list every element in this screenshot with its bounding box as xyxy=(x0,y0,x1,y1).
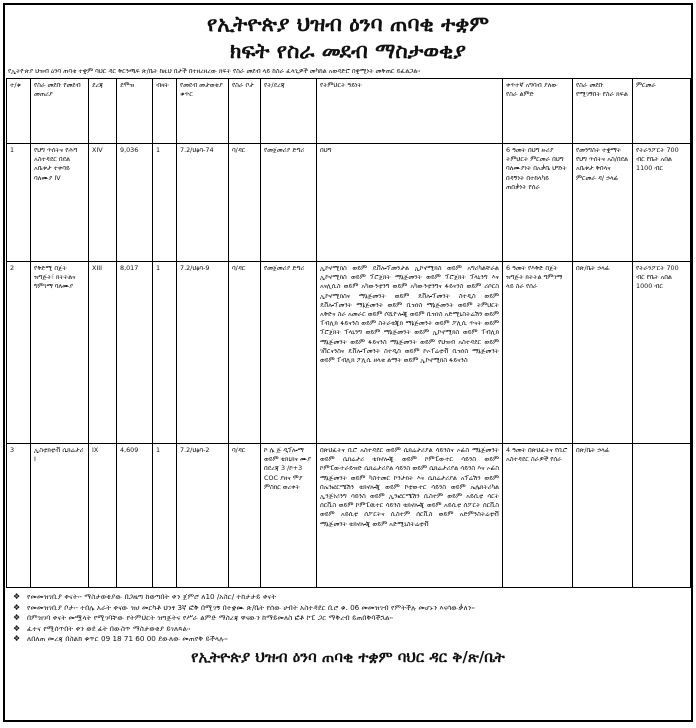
position-title: የህግ ጥሰትና የሕግ አስተዳደር በደል አቤቱታ ተቀባይ ባለሙያ IV xyxy=(31,144,89,262)
job-id: 7.2/ህፅባ-2 xyxy=(177,444,229,588)
work-unit: የመንግስት ተቋማት የህግ ጥሰትና አስ/በደል አቤቱታ ቅበላና ምርመራ ዳ/ ኃላፊ xyxy=(573,144,633,262)
note-exam-date: ❖ ፈተና የሚሰጥበት ቀን ወደ ፊት በውስጥ ማስታወቂያ ይገለጻል፡፡ xyxy=(27,624,683,635)
salary: 9,036 xyxy=(117,144,153,262)
position-title: ኢስቲክቲቭ ሴክሬታሪ I xyxy=(31,444,89,588)
quantity: 1 xyxy=(153,144,177,262)
field-of-study: በጽህፈትና ቢሮ አስተዳደር ወይም ሴክሬታሪያል ሳይንስና ኦፊስ ማኔጅመንት ወይም ሴክሬታሪ ቴክኖሎጂ ወይም ኮምፒውተር ሳይንስ ወይም ኮምፒውተራይዝድ ሴክሬታሪያል ሳይንስ ወይም ሴክሬታሪያል ሳይንስ እና ኦፊስ ማኔጅመንት ወይም ካስተመር ኮንታክት እና ሴክሬታሪያል አፕሬሽን ወይም በኤንፎርሜሽን ቴክኖሎጂ ወይም ኮቲውተር ሳይንስ ወይም ኤሌክትሪካል ኢንጅነሪንግ ሳይንስ ወይም ኢንፎርሜሽን ሲስተም ወይም አይሲቲ ሳርት ሰርቪስ ወይም ኮምፒዉተር ሳይንስ ቴክኖሎጂ ወይም አይሲቲ ሰፖርት ሰርቪስ ወይም አይሲቲ ሰፖርትና ሲስተም ሰርቪስ ወይም አድምንስትሬቲቭ ማኔጅመንት ቴክኖሎጂ ወይም አድሚኒስትሬቲቭ xyxy=(317,444,503,588)
experience: 6 ዓመት በህግ ዙሪያ ትምህርት ምርመራ በህግ ባለሙያነት በአቃቤ ህግነት በዳኝነት በተከላካይ ጠበቃነት የሰራ xyxy=(503,144,573,262)
column-header: የስራ መደቡ የመደብ መጠሪያ xyxy=(31,79,89,144)
job-id: 7.2/ህፅባ-9 xyxy=(177,262,229,444)
footer-signature: የኢትዮጵያ ህዝብ ዕንባ ጠባቂ ተቋም ባህር ዳር ቅ/ጽ/ቤት xyxy=(191,647,505,666)
column-header: የት/ደረጃ xyxy=(261,79,317,144)
table-header-row xyxy=(7,79,691,144)
grade: XIV xyxy=(89,144,117,262)
experience: 4 ዓመት በጽህፈትና የቢሮ አስተዳደር ስራዎች የሰራ xyxy=(503,444,573,588)
quantity: 1 xyxy=(153,262,177,444)
job-id: 7.2/ህፅባ-74 xyxy=(177,144,229,262)
education-level: የመጀመሪያ ድግሪ xyxy=(261,262,317,444)
work-unit: በጽ/ቤት ኃላፊ xyxy=(573,262,633,444)
table-row xyxy=(7,444,691,588)
organization-title: የኢትዮጵያ ህዝብ ዕንባ ጠባቂ ተቋም xyxy=(207,11,489,36)
column-header: ቀጥተኛ አግባብ ያለው የስራ ልምድ xyxy=(503,79,573,144)
column-header: የመደብ መታወቂያ ቁጥር xyxy=(177,79,229,144)
work-unit: በጽ/ቤት ኃላፊ xyxy=(573,444,633,588)
field-of-study: ኢኮኖሚክስ ወይም ዴቨሎፕመንታል ኢኮኖሚክስ ወይም አግሪካልቸራል ኢኮኖሚክስ ወይም ፕሮጀክት ማኔጅመንት ወይም ፕሮጀክት ፕላኒንግ እና አናሊሲስ ወይም አካውንቲንግ ወይም አካውንቲንግና ፋይናንስ ወይም ሪሶርስ ኢኮኖሚክስና ማኔጅመንት ወይም ዴቨሎፕመንት ስተዲስ ወይም ዴቨሎፕመንት ማኔጅመንት ወይም ቢዝነስ ማኔጅመንት ወይም ትምህርት አቅድና ስራ አመራር ወይም ሶሺዮሎጂ ወይም ቢዝነስ አድሚኒስትሬሽን ወይም ፐብሊክ ፋይናንስ ወይም ስትራቴጂክ ማኔጅመንት ወይም ፖሊሲ ጥናት ወይም ፕሮጀክት ፕላኒንግ ወይም ማኔጅመንት ወይም ኢኮኖሚክስ ወይም ፐብሊክ ማኔጅመንት ወይም ፋይናንስ ማኔጅመንት ወይም የህዝብ አስተዳደር ወይም ገቨርናንስና ዴቨሎፕመንት ስተዲስ ወይም ኮኦፐሬቲቭ ቢዝነስ ማኔጅመንት ወይም ፐብሊክ ፖሊሲ ዘላቂ ልማት ወይም ኢኮኖሚክስ ፋይናንስ xyxy=(317,262,503,444)
row-number: 2 xyxy=(7,262,31,444)
remark: የትራንፖርት 700 ብር የቤት አበል 1000 ብር xyxy=(633,262,691,444)
work-place: ባ/ዳር xyxy=(229,144,261,262)
field-of-study: በህግ xyxy=(317,144,503,262)
experience: 6 ዓመት የእቅድ በጀት ዝግጅት ክትትል ግምገማ ላይ ስራ የሰራ xyxy=(503,262,573,444)
grade: XIII xyxy=(89,262,117,444)
column-header: ደረጃ xyxy=(89,79,117,144)
note-contact-phone: ❖ ለበለጠ መረጃ በስልክ ቁጥር 09 18 71 60 00 ደውለው መጠየቅ ይችላሉ፡፡ xyxy=(27,634,683,645)
column-header: የስራ ቦታ xyxy=(229,79,261,144)
column-header: የስራ መደቡ የሚገኝበት የስራ ክፍል xyxy=(573,79,633,144)
remark: የትራንፖርት 700 ብር የቤት አበል 1100 ብር xyxy=(633,144,691,262)
column-header: ብዛት xyxy=(153,79,177,144)
row-number: 1 xyxy=(7,144,31,262)
quantity: 1 xyxy=(153,444,177,588)
column-header: ምርመራ xyxy=(633,79,691,144)
remark xyxy=(633,444,691,588)
education-level: ኮ ሌ ጅ ዲፕሎማ ወይም ቴክኒክና ሙያ በደረጃ 3 /ኮ+3 COC ያዘና ሞያ ምስክር ወረቀት xyxy=(261,444,317,588)
work-place: ባ/ዳር xyxy=(229,444,261,588)
position-title: የቅድሚ በጀት ዝግጅት፣ ክትትልና ግምገማ ባለሙያ xyxy=(31,262,89,444)
vacancy-table xyxy=(6,78,691,588)
education-level: የመጀመሪያ ድግሪ xyxy=(261,144,317,262)
row-number: 3 xyxy=(7,444,31,588)
announcement-title: ክፍት የስራ መደብ ማስታወቂያ xyxy=(230,38,466,63)
salary: 8,017 xyxy=(117,262,153,444)
intro-text: የኢትዮጵያ ህዝብ ዕንባ ጠባቂ ተቋም ባህር ዳር ቅርንጫፍ ጽ/ቤት ከዚህ በታች በተዘረዘረው ክፍት የስራ መደብ ላይ ከስራ ፈላጊዎች መካከል አወዳድሮ በቋሚነት መቅጠር ይፈልጋል፡፡ xyxy=(8,67,421,75)
work-place: ባ/ዳር xyxy=(229,262,261,444)
note-registration-place: ❖ የመመዝገቢያ ቦታ፡- ተበሌ አራት ቀናው ዝሀ መርካቶ ህንፃ 3ኛ ፎቅ በሚገኝ በተቋሙ ጽ/ቤት የሰው ሀብት አስተዳደር ቢሮ ቁ. 06 መመዝገብ የምትችሉ መሆኑን እናሳውቃለን፡፡ xyxy=(27,603,683,614)
note-required-documents: ❖ በምዝገባ ቀናት መሟላት የሚገባቸው የትምህርት ዝግጅትና የሥራ ልምድ ማስረጃ ዋናውን ከማይመለስ ፎቶ ኮፒ ጋር ማቅረብ ይጠበቅባችኋል፡፡ xyxy=(27,613,683,624)
table-row xyxy=(7,262,691,444)
column-header: ደሞዝ xyxy=(117,79,153,144)
grade: IX xyxy=(89,444,117,588)
announcement-page xyxy=(3,3,693,722)
note-registration-dates: ❖ የመመዝገቢያ ቀናት፡- ማስታወቂያው በጋዜጣ ከወጣበት ቀን ጀምሮ ለ10 /አስር/ ተከታታይ ቀናት xyxy=(27,592,683,603)
salary: 4,609 xyxy=(117,444,153,588)
column-header: የትምህርት ዓይነት xyxy=(317,79,503,144)
column-header: ተ/ቁ xyxy=(7,79,31,144)
table-row xyxy=(7,144,691,262)
notes-list xyxy=(5,588,691,645)
